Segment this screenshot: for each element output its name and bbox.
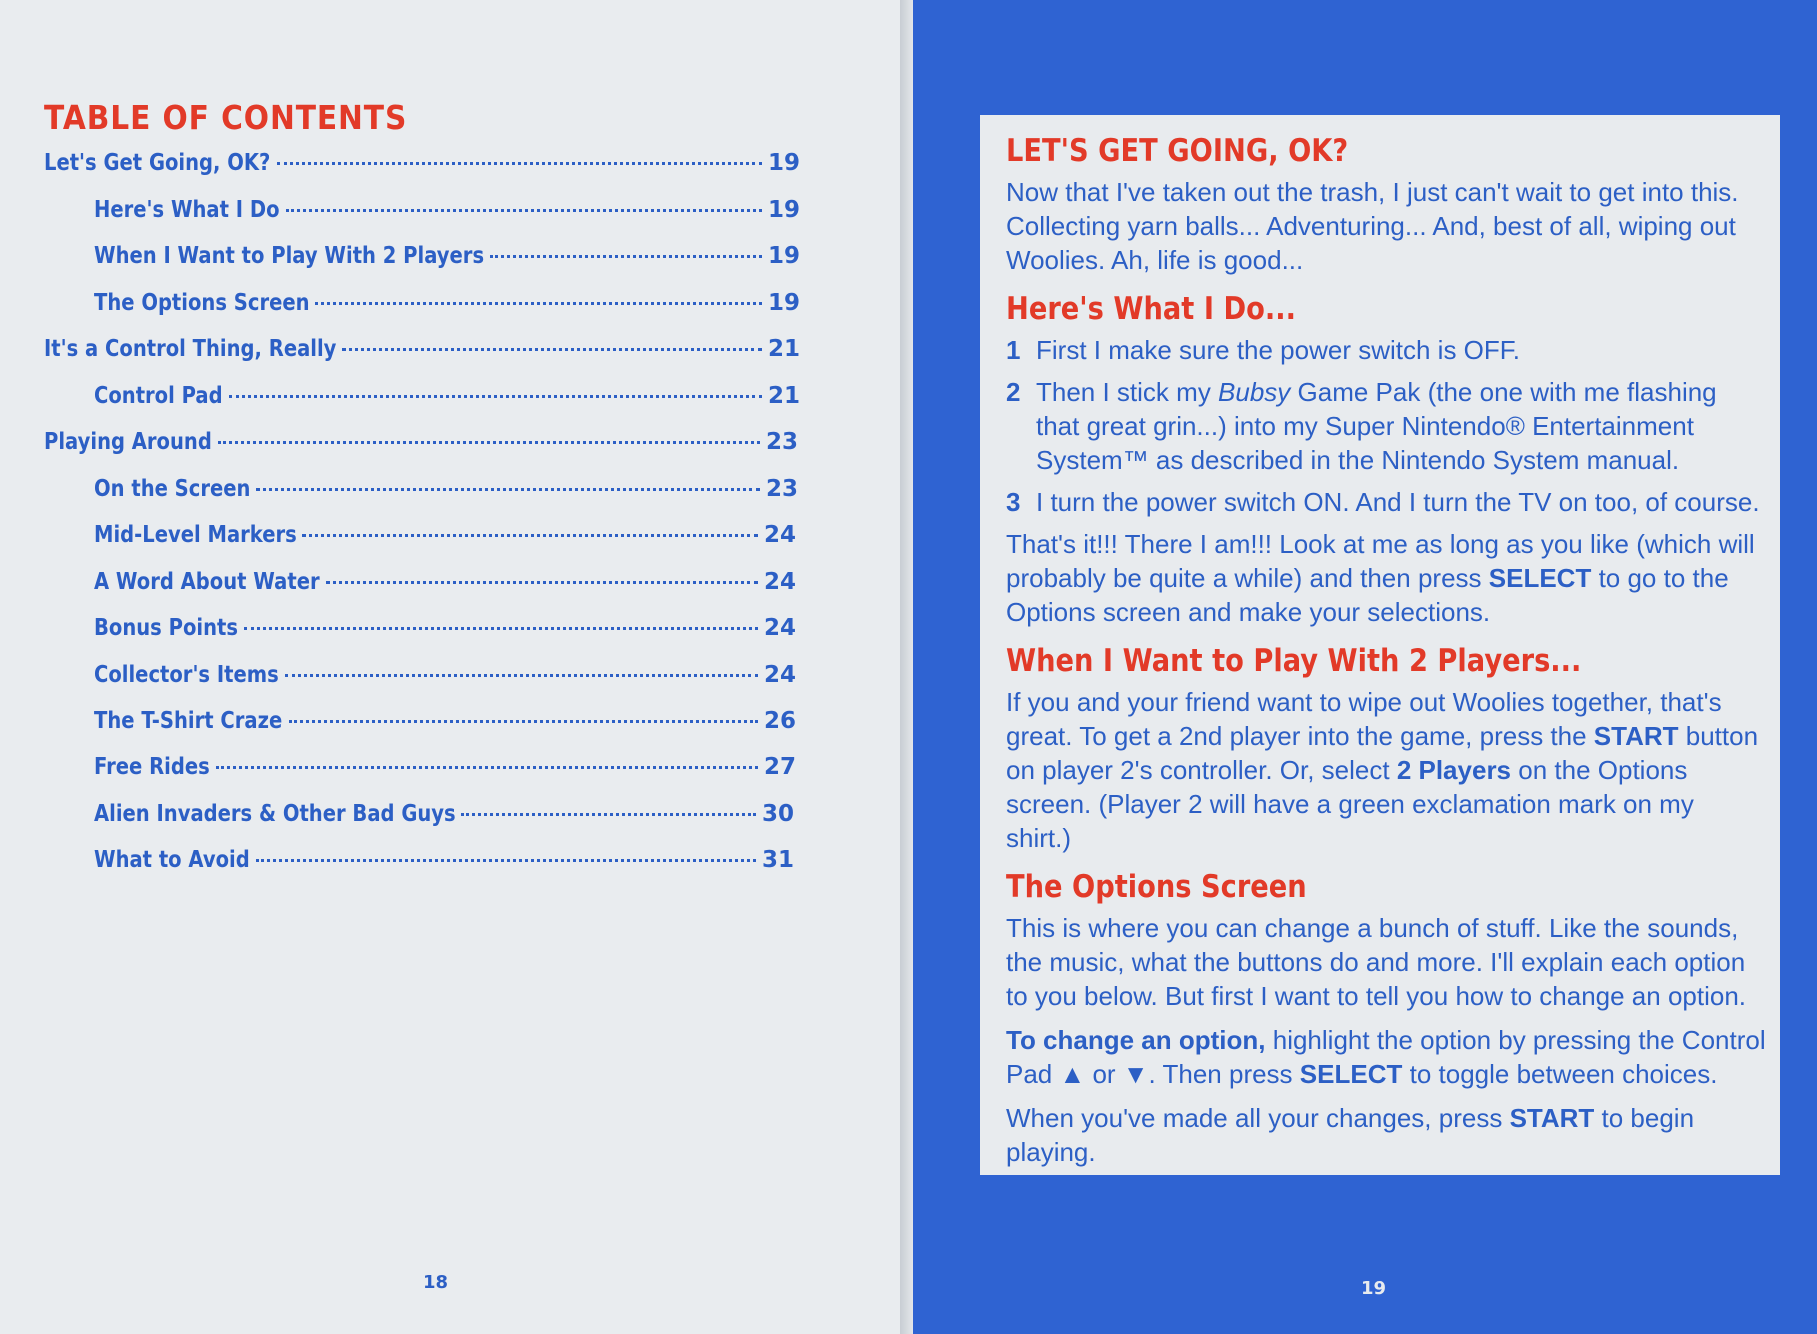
toc-entry-page: 24 <box>763 662 796 688</box>
heading-two-players: When I Want to Play With 2 Players... <box>1006 643 1582 679</box>
toc-entry-page: 21 <box>767 383 800 409</box>
toc-leader-dots <box>461 813 756 816</box>
toc-entry-page: 19 <box>767 150 800 176</box>
toc-entry-page: 19 <box>767 197 800 223</box>
toc-entry-label: Playing Around <box>44 429 212 455</box>
toc-entry-label: Alien Invaders & Other Bad Guys <box>94 801 456 827</box>
toc-entry-page: 26 <box>763 708 796 734</box>
toc-entry <box>94 290 800 330</box>
toc-entry-page: 27 <box>763 754 796 780</box>
toc-entry <box>94 662 796 702</box>
toc-leader-dots <box>277 162 762 165</box>
step-text: I turn the power switch ON. And I turn the TV on too, of course. <box>1036 487 1760 517</box>
toc-entry-page: 21 <box>767 336 800 362</box>
toc-leader-dots <box>244 627 758 630</box>
bold-text: To change an option, <box>1006 1025 1266 1055</box>
toc-leader-dots <box>315 302 762 305</box>
toc-entry-label: Control Pad <box>94 383 223 409</box>
toc-leader-dots <box>342 348 762 351</box>
toc-entry <box>94 243 800 283</box>
heading-lets-get-going: LET'S GET GOING, OK? <box>1006 133 1349 169</box>
toc-entry-page: 31 <box>761 847 794 873</box>
text-part: highlight the option by pressing the Control Pad ▲ or ▼. Then press <box>1006 1025 1766 1089</box>
toc-leader-dots <box>256 859 756 862</box>
step-text-part: Then I stick my <box>1036 377 1219 407</box>
heading-heres-what-i-do: Here's What I Do... <box>1006 291 1296 327</box>
text-part: to go to the Options screen and make your selections. <box>1006 563 1729 627</box>
toc-entry-label: Mid-Level Markers <box>94 522 297 548</box>
toc-entry-label: Free Rides <box>94 754 210 780</box>
text-part: When you've made all your changes, press <box>1006 1103 1510 1133</box>
intro-paragraph: Now that I've taken out the trash, I just can't wait to get into this. Collecting yarn balls... Adventuring... And, best of all, wiping out Woolies. Ah, life is good... <box>1006 177 1739 275</box>
step-text <box>1036 375 1766 477</box>
step-number: 1 <box>1006 335 1021 365</box>
step-item <box>1006 375 1766 477</box>
page-number-left: 18 <box>423 1272 449 1293</box>
toc-entry-label: It's a Control Thing, Really <box>44 336 337 362</box>
toc-entry <box>44 336 800 376</box>
toc-leader-dots <box>216 766 758 769</box>
bold-text: START <box>1593 721 1679 751</box>
page-number-right: 19 <box>1361 1278 1387 1299</box>
thats-it-paragraph <box>1006 527 1766 629</box>
toc-entry-label: Collector's Items <box>94 662 279 688</box>
two-players-paragraph <box>1006 685 1766 855</box>
toc-entry-page: 24 <box>763 615 796 641</box>
toc-entry <box>94 197 800 237</box>
text-part: to toggle between choices. <box>1402 1059 1718 1089</box>
options-intro-paragraph: This is where you can change a bunch of stuff. Like the sounds, the music, what the buttons do and more. I'll explain each option to you below. But first I want to tell you how to change an option. <box>1006 913 1747 1011</box>
toc-entry <box>94 847 794 887</box>
toc-leader-dots <box>256 488 760 491</box>
toc-entry <box>94 569 796 609</box>
toc-entry-page: 24 <box>763 569 796 595</box>
toc-entry <box>94 615 796 655</box>
toc-entry-page: 23 <box>765 429 798 455</box>
text-part: If you and your friend want to wipe out Woolies together, that's great. To get a 2nd player into the game, press the <box>1006 687 1722 751</box>
toc-leader-dots <box>326 581 758 584</box>
toc-entry-label: The Options Screen <box>94 290 310 316</box>
toc-entry-page: 19 <box>767 243 800 269</box>
toc-entry-page: 19 <box>767 290 800 316</box>
toc-entry-page: 23 <box>765 476 798 502</box>
text-part: That's it!!! There I am!!! Look at me as long as you like (which will probably be quite a while) and then press <box>1006 529 1755 593</box>
step-text-part: Game Pak (the one with me flashing that great grin...) into my Super Nintendo® Entertainment System™ as described in the Nintendo System manual. <box>1036 377 1717 475</box>
toc-entry-label: The T-Shirt Craze <box>94 708 283 734</box>
toc-leader-dots <box>286 209 762 212</box>
toc-entry <box>94 708 796 748</box>
heading-options-screen: The Options Screen <box>1006 869 1307 905</box>
text-part: button on player 2's controller. Or, select <box>1006 721 1759 785</box>
toc-leader-dots <box>285 674 758 677</box>
toc-entry-page: 30 <box>761 801 794 827</box>
bold-text: SELECT <box>1299 1059 1403 1089</box>
toc-leader-dots <box>229 395 762 398</box>
step-text: First I make sure the power switch is OFF. <box>1036 335 1521 365</box>
toc-entry-page: 24 <box>763 522 796 548</box>
text-part: on the Options screen. (Player 2 will have a green exclamation mark on my shirt.) <box>1006 755 1694 853</box>
bold-text: START <box>1509 1103 1595 1133</box>
content-panel <box>980 115 1780 1175</box>
step-number: 3 <box>1006 487 1021 517</box>
done-paragraph <box>1006 1101 1766 1169</box>
change-option-paragraph <box>1006 1023 1766 1091</box>
step-item <box>1006 485 1766 519</box>
game-name: Bubsy <box>1218 377 1291 407</box>
bold-text: 2 Players <box>1396 755 1512 785</box>
toc-entry-label: What to Avoid <box>94 847 250 873</box>
step-number: 2 <box>1006 377 1021 407</box>
toc-entry <box>44 429 798 469</box>
toc-entry-label: Let's Get Going, OK? <box>44 150 271 176</box>
toc-entry <box>94 383 800 423</box>
toc-entry <box>94 754 796 794</box>
toc-entry-label: On the Screen <box>94 476 251 502</box>
toc-entry <box>94 476 798 516</box>
toc-title: TABLE OF CONTENTS <box>44 98 408 137</box>
toc-leader-dots <box>490 255 762 258</box>
toc-leader-dots <box>302 534 758 537</box>
step-item <box>1006 333 1766 367</box>
bold-text: SELECT <box>1488 563 1592 593</box>
toc-leader-dots <box>289 720 758 723</box>
toc-entry-label: When I Want to Play With 2 Players <box>94 243 485 269</box>
text-part: to begin playing. <box>1006 1103 1695 1167</box>
steps-list <box>1006 333 1766 519</box>
toc-entry <box>44 150 800 190</box>
toc-entry-label: A Word About Water <box>94 569 320 595</box>
toc-entry-label: Bonus Points <box>94 615 238 641</box>
toc-leader-dots <box>218 441 760 444</box>
toc-entry <box>94 522 796 562</box>
toc-entry <box>94 801 794 841</box>
toc-entry-label: Here's What I Do <box>94 197 280 223</box>
